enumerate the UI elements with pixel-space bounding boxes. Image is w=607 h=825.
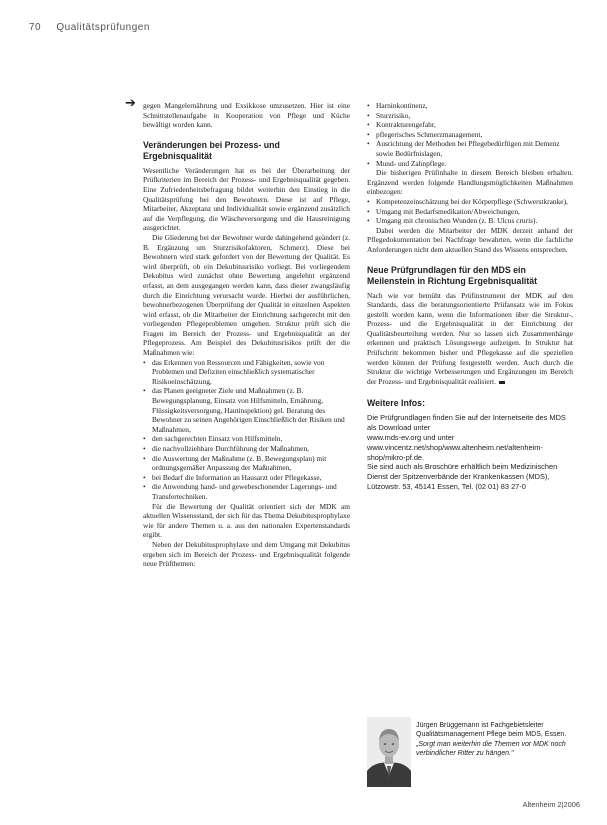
list-item: • Ausrichtung der Methoden bei Pflegebedürftigen mit Demenz sowie Bedürfnislagen, (367, 139, 573, 158)
body-paragraph: Die bisherigen Prüfinhalte in diesem Bereich bleiben erhalten. Ergänzend werden folgende Handlungsmöglichkeiten Maßnahmen einbezogen: (367, 168, 573, 197)
info-line: Sie sind auch als Broschüre erhältlich beim Medizinischen Dienst der Spitzenverbände der Krankenkassen (MDS), Lützowstr. 53, 45141 Essen, Tel. (02 01) 83 27-0 (367, 462, 558, 492)
running-header (29, 22, 150, 33)
author-bio (367, 717, 573, 787)
bio-quote: „Sorgt man weiterhin die Themen vor MDK noch verbindlicher Ritter zu hängen." (416, 741, 566, 757)
bio-text (416, 721, 573, 758)
info-box (367, 398, 573, 491)
additional-topics-list (367, 197, 573, 226)
right-column (367, 101, 573, 492)
end-mark (499, 381, 505, 384)
list-item: • Sturzrisiko, (367, 111, 573, 121)
body-text: Nach wie vor bemüht das Prüfinstrument der MDK auf den Standards, dass die beratungsorientierte Prüfansatz wie im Fokus gestellt worden kann, wenn die Informationen über die Struktur-, Prozess- und die Ergebnisqualität in der Einrichtung der Qualitätsbeurteilung werden. Nur so lassen sich Zusammenhänge erkennen und praktisch Lösungswege aufzeigen. In Struktur hat Prüfschritt bekommen bisher und Pflegekasse auf die speziellen werden können der Prüfung festgestellt werden. Auch durch die Struktur die wichtige Verbesserungen und Ergänzungen im Bereich der Prozess- und Ergebnisqualität realisiert. (367, 290, 573, 386)
criteria-list (143, 358, 350, 502)
portrait-image (367, 717, 411, 787)
list-item: • das Erkennen von Ressourcen und Fähigkeiten, sowie von Problemen und Defiziten einschließlich systematischer Risikoeinschätzung, (143, 358, 350, 387)
body-paragraph (367, 291, 573, 387)
arrow-right-icon: ➔ (125, 96, 136, 111)
body-paragraph: Die Gliederung bei der Bewohner wurde dahingehend geändert (z. B. Ergänzung um Sturzrisikofaktoren, Schmerz). Diese bei Bewohnern wird stark gefordert von der Bewertung der Qualität. Es wird überprüft, ob ein Dekubitusrisiko vorliegt. Bei vorliegendem Dekubitus wird zunächst ohne Bewertung angelehnt ergänzend erfasst, an dem ausgegangen werden kann, dass dieser zwangsläufig durch die Einrichtung verursacht wurde. Hierbei der ausführlichen, bewohnerbezogenen Überprüfung der Qualität in einzelnen Aspekten wird erfasst, ob die Mitarbeiter der Einrichtung sachgerecht mit den vorliegenden Pflegeproblemen umgehen. Struktur prüft sich die Fragen im Bereich der Prozess- und Ergebnisqualität an der Pflegeprozess. Am Beispiel des Dekubitusrisikos prüft der die Maßnahmen wie: (143, 232, 350, 358)
info-link[interactable]: www.mds-ev.org und unter (367, 433, 455, 443)
journal-footer: Altenheim 2|2006 (522, 800, 580, 809)
body-paragraph: Für die Bewertung der Qualität orientiert sich der MDK am aktuellen Wissensstand, der sich für das Thema Dekubitusprophylaxe wie für andere Themen u. a. aus den nationalen Expertenstandards ergibt. (143, 501, 350, 540)
intro-paragraph (125, 96, 350, 130)
bio-name: Jürgen Brüggemann ist Fachgebietsleiter Qualitätsmanagement Pflege beim MDS, Essen. (416, 722, 567, 738)
body-paragraph: Wesentliche Veränderungen hat es bei der Überarbeitung der Prüfkriterien im Bereich der Prozess- und Ergebnisqualität gegeben. Eine Zufriedenheitsbefragung bildet weiterhin den Einstieg in die Qualitätsprüfung bei den Bewohnern. Diese ist auf Pflege, Mitarbeiter, Akzeptanz und Individualität sowie ergänzend zusätzlich auf die Verpflegung, die Wäscheversorgung und die Hausreinigung ausgerichtet. (143, 165, 350, 233)
list-item: • Mund- und Zahnpflege. (367, 159, 573, 169)
author-photo (367, 717, 411, 787)
intro-text: gegen Mangelernährung und Exsikkose umzusetzen. Hier ist eine Schnittstellenaufgabe in Kooperation von Pflege und Küche bewältigt worden kann. (143, 101, 350, 130)
list-item: • Umgang mit Bedarfsmedikation/Abweichungen, (367, 207, 573, 217)
list-item: • Kompetenzeinschätzung bei der Körperpflege (Schwerstkranke), (367, 197, 573, 207)
list-item: • den sachgerechten Einsatz von Hilfsmitteln, (143, 434, 350, 444)
body-paragraph: Dabei werden die Mitarbeiter der MDK derzeit anhand der Pflegedokumentation bei Nachfrage bewahrten, wenn die fachliche Anforderungen nicht dem aktuellen Stand des Wissens entsprechen. (367, 225, 573, 254)
list-item: • das Planen geeigneter Ziele und Maßnahmen (z. B. Bewegungsplanung, Einsatz von Hilfsmitteln, Ernährung, Flüssigkeitsversorgung, Hautinspektion) gel. Beratung des Bewohner zu seinen Angehörigen Einschließlich der Risiken und Maßnahmen, (143, 386, 350, 434)
list-item: • die nachvollziehbare Durchführung der Maßnahmen, (143, 444, 350, 454)
new-topics-list (367, 101, 573, 168)
left-column (125, 96, 350, 569)
list-item: • Harninkontinenz, (367, 101, 573, 111)
info-heading: Weitere Infos: (367, 398, 426, 409)
list-item: • Umgang mit chronischen Wunden (z. B. Ulcus cruris). (367, 216, 573, 226)
section-heading-new-foundations: Neue Prüfgrundlagen für den MDS ein Meilenstein in Richtung Ergebnisqualität (367, 264, 538, 286)
list-item: • bei Bedarf die Information an Hausarzt oder Pflegekasse, (143, 473, 350, 483)
list-item: • pflegerisches Schmerzmanagement, (367, 130, 573, 140)
list-item: • Kontrakturengefahr, (367, 120, 573, 130)
body-paragraph: Neben der Dekubitusprophylaxe und dem Umgang mit Dekubitus ergeben sich im Bereich der Prozess- und Ergebnisqualität folgende neue Prüfthemen: (143, 539, 350, 569)
list-item: • die Auswertung der Maßnahme (z. B. Bewegungsplan) mit ordnungsgemäßer Anpassung der Maßnahmen, (143, 454, 350, 473)
section-heading-process-quality: Veränderungen bei Prozess- und Ergebnisqualität (143, 139, 280, 161)
list-item: • die Anwendung hand- und gewebeschonender Lagerungs- und Transfertechniken. (143, 482, 350, 501)
section-title: Qualitätsprüfungen (56, 22, 150, 33)
info-line: Die Prüfgrundlagen finden Sie auf der Internetseite des MDS als Download unter (367, 413, 566, 433)
info-link[interactable]: www.vincentz.net/shop/www.altenheim.net/altenheim-shop/mikro-pf.de. (367, 442, 543, 462)
page-number: 70 (29, 22, 42, 33)
